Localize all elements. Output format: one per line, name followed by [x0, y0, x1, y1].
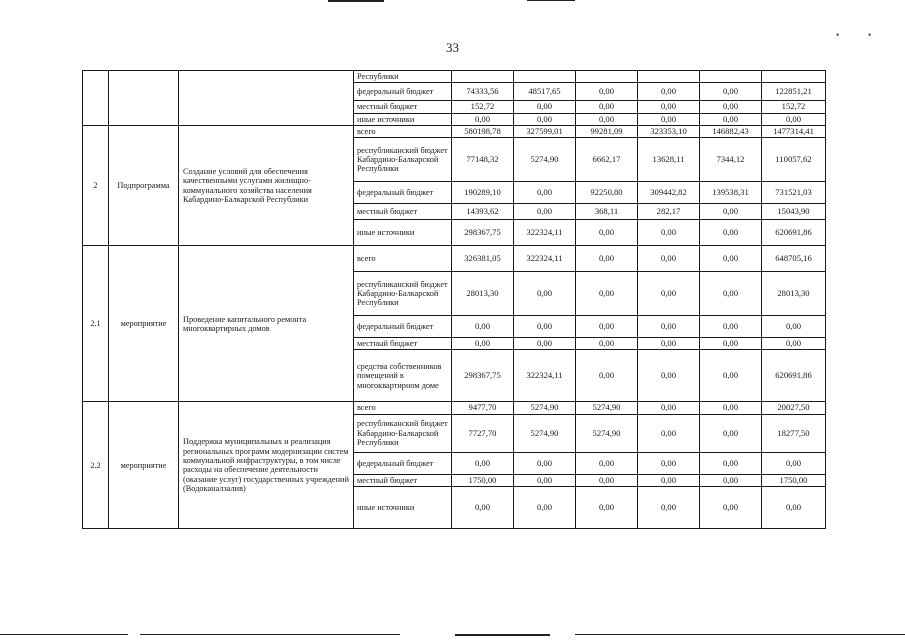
- year-value: 5274,90: [514, 402, 576, 414]
- year-value: 9477,70: [452, 402, 514, 414]
- year-value: 77148,32: [452, 138, 514, 182]
- year-value: 580198,78: [452, 125, 514, 137]
- year-value: 6662,17: [576, 138, 638, 182]
- year-value: [576, 71, 638, 83]
- total-value: 20027,50: [762, 402, 826, 414]
- funding-source: федеральный бюджет: [354, 316, 452, 338]
- funding-source: республиканский бюджет Кабардино-Балкарской Республики: [354, 272, 452, 316]
- year-value: 0,00: [638, 402, 700, 414]
- year-value: 0,00: [700, 487, 762, 529]
- funding-source: всего: [354, 246, 452, 272]
- year-value: 0,00: [638, 414, 700, 452]
- year-value: 0,00: [700, 414, 762, 452]
- table-row: [83, 125, 826, 137]
- item-number: 2.2: [83, 402, 109, 529]
- year-value: [452, 71, 514, 83]
- funding-source: федеральный бюджет: [354, 452, 452, 474]
- year-value: 0,00: [514, 101, 576, 113]
- funding-source: местный бюджет: [354, 204, 452, 220]
- year-value: 0,00: [576, 474, 638, 486]
- total-value: 0,00: [762, 316, 826, 338]
- year-value: 0,00: [452, 338, 514, 350]
- year-value: 0,00: [576, 272, 638, 316]
- year-value: 0,00: [638, 83, 700, 101]
- year-value: 368,11: [576, 204, 638, 220]
- year-value: 0,00: [700, 272, 762, 316]
- funding-source: средства собственников помещений в многоквартирном доме: [354, 350, 452, 402]
- funding-source: иные источники: [354, 487, 452, 529]
- funding-source: местный бюджет: [354, 474, 452, 486]
- funding-source: всего: [354, 402, 452, 414]
- year-value: 0,00: [700, 402, 762, 414]
- year-value: 7727,70: [452, 414, 514, 452]
- year-value: 0,00: [452, 316, 514, 338]
- total-value: 0,00: [762, 452, 826, 474]
- item-name: Поддержка муниципальных и реализация региональных программ модернизации систем коммунальной инфраструктуры, в том числе расходы на обеспечение деятельности (оказание услуг) государственных учреждений (Водоканалзалив): [179, 402, 354, 529]
- year-value: 92250,80: [576, 182, 638, 204]
- year-value: 0,00: [700, 204, 762, 220]
- year-value: 309442,82: [638, 182, 700, 204]
- year-value: [700, 71, 762, 83]
- year-value: 1750,00: [452, 474, 514, 486]
- year-value: 327599,01: [514, 125, 576, 137]
- year-value: 0,00: [576, 350, 638, 402]
- total-value: 0,00: [762, 487, 826, 529]
- total-value: 28013,30: [762, 272, 826, 316]
- total-value: 110057,62: [762, 138, 826, 182]
- page-number: 33: [446, 40, 459, 55]
- funding-source: иные источники: [354, 113, 452, 125]
- year-value: 322324,11: [514, 220, 576, 246]
- year-value: 139538,31: [700, 182, 762, 204]
- year-value: 0,00: [638, 316, 700, 338]
- year-value: 0,00: [700, 246, 762, 272]
- table-row: [83, 402, 826, 414]
- year-value: 0,00: [514, 204, 576, 220]
- year-value: 14393,62: [452, 204, 514, 220]
- year-value: 0,00: [700, 474, 762, 486]
- financing-table: [82, 70, 826, 529]
- year-value: 0,00: [576, 101, 638, 113]
- scan-mark-bottom-left: [0, 634, 128, 635]
- year-value: 0,00: [514, 113, 576, 125]
- year-value: 0,00: [638, 272, 700, 316]
- item-type: Подпрограмма: [109, 125, 179, 245]
- total-value: 0,00: [762, 113, 826, 125]
- year-value: 0,00: [700, 452, 762, 474]
- year-value: 298367,75: [452, 220, 514, 246]
- year-value: 0,00: [514, 182, 576, 204]
- year-value: 0,00: [576, 487, 638, 529]
- total-value: 620691,86: [762, 220, 826, 246]
- year-value: 0,00: [700, 350, 762, 402]
- total-value: 122851,21: [762, 83, 826, 101]
- item-type: мероприятие: [109, 402, 179, 529]
- total-value: 648705,16: [762, 246, 826, 272]
- year-value: 0,00: [576, 338, 638, 350]
- year-value: 323353,10: [638, 125, 700, 137]
- year-value: 0,00: [452, 487, 514, 529]
- year-value: 0,00: [638, 487, 700, 529]
- year-value: 0,00: [452, 113, 514, 125]
- funding-source: местный бюджет: [354, 338, 452, 350]
- year-value: 0,00: [638, 113, 700, 125]
- scan-mark-top-left: [328, 0, 384, 2]
- year-value: 0,00: [700, 83, 762, 101]
- year-value: 298367,75: [452, 350, 514, 402]
- item-number: [83, 71, 109, 126]
- year-value: 5274,90: [514, 414, 576, 452]
- total-value: 1477314,41: [762, 125, 826, 137]
- year-value: 0,00: [638, 338, 700, 350]
- item-number: 2.1: [83, 246, 109, 402]
- year-value: 0,00: [514, 474, 576, 486]
- year-value: 0,00: [700, 101, 762, 113]
- year-value: 322324,11: [514, 350, 576, 402]
- year-value: 0,00: [638, 101, 700, 113]
- year-value: 13628,11: [638, 138, 700, 182]
- year-value: 0,00: [576, 220, 638, 246]
- total-value: 18277,50: [762, 414, 826, 452]
- year-value: 0,00: [514, 272, 576, 316]
- year-value: [638, 71, 700, 83]
- funding-source: республиканский бюджет Кабардино-Балкарской Республики: [354, 138, 452, 182]
- year-value: 0,00: [700, 113, 762, 125]
- item-name: [179, 71, 354, 126]
- year-value: 74333,56: [452, 83, 514, 101]
- year-value: 0,00: [700, 338, 762, 350]
- total-value: 15043,90: [762, 204, 826, 220]
- scan-speck: •: [868, 30, 872, 40]
- year-value: 0,00: [576, 113, 638, 125]
- scan-speck: •: [836, 30, 840, 40]
- scan-mark-bottom-center: [455, 634, 550, 636]
- funding-source: местный бюджет: [354, 101, 452, 113]
- table-row: [83, 246, 826, 272]
- year-value: 326381,05: [452, 246, 514, 272]
- year-value: 190289,10: [452, 182, 514, 204]
- year-value: 48517,65: [514, 83, 576, 101]
- year-value: 0,00: [576, 83, 638, 101]
- total-value: 620691,86: [762, 350, 826, 402]
- funding-source: федеральный бюджет: [354, 182, 452, 204]
- year-value: 0,00: [576, 246, 638, 272]
- funding-source: республиканский бюджет Кабардино-Балкарской Республики: [354, 414, 452, 452]
- year-value: 0,00: [452, 452, 514, 474]
- item-type: [109, 71, 179, 126]
- year-value: 99281,09: [576, 125, 638, 137]
- year-value: 0,00: [514, 487, 576, 529]
- year-value: 0,00: [638, 220, 700, 246]
- item-name: Проведение капитального ремонта многоквартирных домов: [179, 246, 354, 402]
- year-value: 0,00: [638, 246, 700, 272]
- year-value: 0,00: [638, 350, 700, 402]
- scan-mark-bottom-mid: [140, 634, 400, 635]
- year-value: 0,00: [576, 452, 638, 474]
- year-value: 0,00: [700, 316, 762, 338]
- item-name: Создание условий для обеспечения качественными услугами жилищно-коммунального хозяйства населения Кабардино-Балкарской Республики: [179, 125, 354, 245]
- year-value: 5274,90: [514, 138, 576, 182]
- funding-source: иные источники: [354, 220, 452, 246]
- table-row: [83, 71, 826, 83]
- year-value: 0,00: [638, 452, 700, 474]
- year-value: 7344,12: [700, 138, 762, 182]
- total-value: 152,72: [762, 101, 826, 113]
- year-value: 5274,90: [576, 402, 638, 414]
- year-value: 0,00: [638, 474, 700, 486]
- year-value: 5274,90: [576, 414, 638, 452]
- item-number: 2: [83, 125, 109, 245]
- year-value: [514, 71, 576, 83]
- year-value: 0,00: [700, 220, 762, 246]
- item-type: мероприятие: [109, 246, 179, 402]
- year-value: 28013,30: [452, 272, 514, 316]
- funding-source: всего: [354, 125, 452, 137]
- total-value: 1750,00: [762, 474, 826, 486]
- total-value: 0,00: [762, 338, 826, 350]
- year-value: 0,00: [514, 338, 576, 350]
- scan-mark-top-right: [527, 0, 575, 1]
- funding-source: Республики: [354, 71, 452, 83]
- year-value: 282,17: [638, 204, 700, 220]
- year-value: 152,72: [452, 101, 514, 113]
- year-value: 0,00: [514, 452, 576, 474]
- funding-source: федеральный бюджет: [354, 83, 452, 101]
- scan-mark-bottom-right: [575, 634, 905, 635]
- total-value: [762, 71, 826, 83]
- year-value: 146882,43: [700, 125, 762, 137]
- total-value: 731521,03: [762, 182, 826, 204]
- year-value: 0,00: [514, 316, 576, 338]
- year-value: 322324,11: [514, 246, 576, 272]
- year-value: 0,00: [576, 316, 638, 338]
